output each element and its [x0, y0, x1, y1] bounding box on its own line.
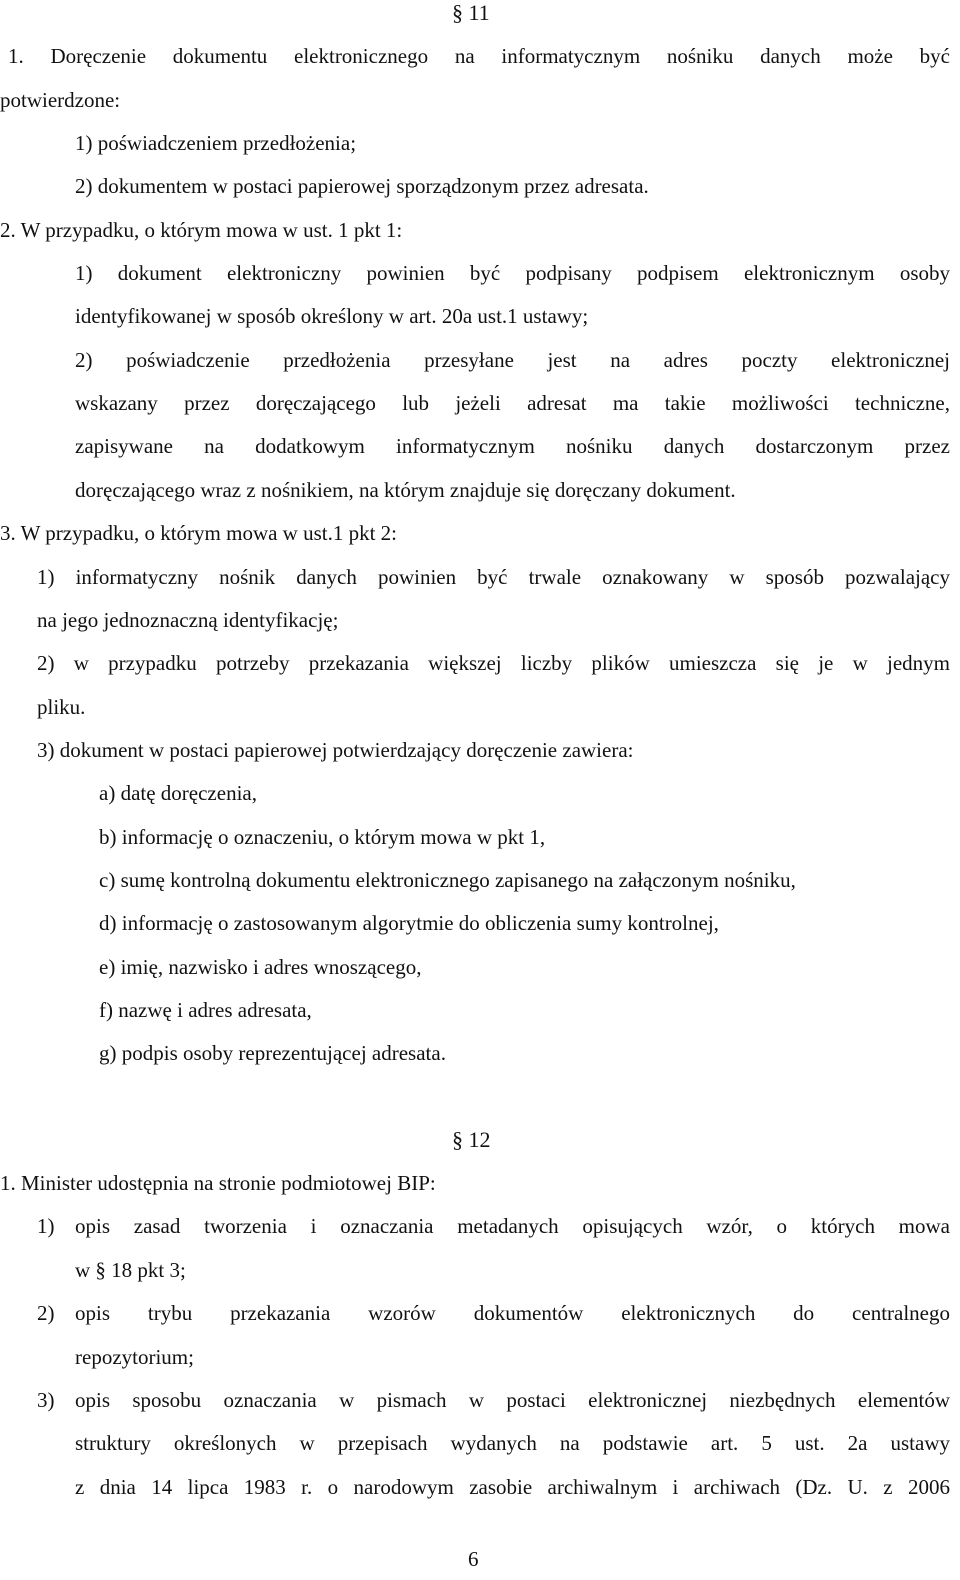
- section-11-subitem-a: a) datę doręczenia,: [99, 781, 257, 805]
- section-11-subitem-b: b) informację o oznaczeniu, o którym mowa w pkt 1,: [99, 825, 546, 849]
- section-12-item-2-line-2: repozytorium;: [75, 1345, 194, 1369]
- section-11-para-2-item-2-line-1: 2) poświadczenie przedłożenia przesyłane jest na adres poczty elektronicznej: [75, 348, 950, 372]
- section-11-para-2-item-2-line-3: zapisywane na dodatkowym informatycznym nośniku danych dostarczonym przez: [75, 434, 950, 458]
- section-11-subitem-c: c) sumę kontrolną dokumentu elektronicznego zapisanego na załączonym nośniku,: [99, 868, 796, 892]
- section-11-para-1-item-1: 1) poświadczeniem przedłożenia;: [75, 131, 357, 155]
- section-12-item-1-line-2: w § 18 pkt 3;: [75, 1258, 186, 1282]
- section-11-para-2-item-2-line-2: wskazany przez doręczającego lub jeżeli adresat ma takie możliwości techniczne,: [75, 391, 950, 415]
- section-11-para-1-item-2: 2) dokumentem w postaci papierowej sporządzonym przez adresata.: [75, 174, 649, 198]
- section-11-heading: § 11: [452, 0, 490, 25]
- section-12-item-3-line-3: z dnia 14 lipca 1983 r. o narodowym zasobie archiwalnym i archiwach (Dz. U. z 2006: [75, 1475, 950, 1499]
- section-11-para-2-item-1-line-1: 1) dokument elektroniczny powinien być podpisany podpisem elektronicznym osoby: [75, 261, 950, 285]
- section-11-subitem-e: e) imię, nazwisko i adres wnoszącego,: [99, 955, 422, 979]
- section-11-para-1-line-1: 1. Doręczenie dokumentu elektronicznego na informatycznym nośniku danych może być: [8, 44, 950, 68]
- section-11-para-2-item-2-line-4: doręczającego wraz z nośnikiem, na którym znajduje się doręczany dokument.: [75, 478, 736, 502]
- section-12-item-1-number: 1): [37, 1214, 55, 1238]
- section-11-para-2-item-1-line-2: identyfikowanej w sposób określony w art. 20a ust.1 ustawy;: [75, 304, 589, 328]
- page-number: 6: [468, 1547, 479, 1571]
- section-11-para-3-item-3: 3) dokument w postaci papierowej potwierdzający doręczenie zawiera:: [37, 738, 634, 762]
- section-11-para-3-intro: 3. W przypadku, o którym mowa w ust.1 pkt 2:: [0, 521, 398, 545]
- section-11-subitem-f: f) nazwę i adres adresata,: [99, 998, 312, 1022]
- section-12-item-3-line-1: opis sposobu oznaczania w pismach w postaci elektronicznej niezbędnych elementów: [75, 1388, 950, 1412]
- section-11-para-2-intro: 2. W przypadku, o którym mowa w ust. 1 pkt 1:: [0, 218, 403, 242]
- section-12-item-2-number: 2): [37, 1301, 55, 1325]
- section-11-para-3-item-2-line-1: 2) w przypadku potrzeby przekazania większej liczby plików umieszcza się je w jednym: [37, 651, 950, 675]
- section-11-para-3-item-2-line-2: pliku.: [37, 695, 86, 719]
- section-11-para-3-item-1-line-1: 1) informatyczny nośnik danych powinien być trwale oznakowany w sposób pozwalający: [37, 565, 950, 589]
- section-12-item-3-number: 3): [37, 1388, 55, 1412]
- section-12-intro: 1. Minister udostępnia na stronie podmiotowej BIP:: [0, 1171, 436, 1195]
- section-12-item-1-line-1: opis zasad tworzenia i oznaczania metadanych opisujących wzór, o których mowa: [75, 1214, 950, 1238]
- section-12-heading: § 12: [452, 1127, 491, 1152]
- section-11-subitem-d: d) informację o zastosowanym algorytmie do obliczenia sumy kontrolnej,: [99, 911, 719, 935]
- section-11-para-3-item-1-line-2: na jego jednoznaczną identyfikację;: [37, 608, 339, 632]
- section-11-subitem-g: g) podpis osoby reprezentującej adresata.: [99, 1041, 446, 1065]
- section-12-item-2-line-1: opis trybu przekazania wzorów dokumentów elektronicznych do centralnego: [75, 1301, 950, 1325]
- section-11-para-1-line-2: potwierdzone:: [0, 88, 121, 112]
- section-12-item-3-line-2: struktury określonych w przepisach wydanych na podstawie art. 5 ust. 2a ustawy: [75, 1431, 950, 1455]
